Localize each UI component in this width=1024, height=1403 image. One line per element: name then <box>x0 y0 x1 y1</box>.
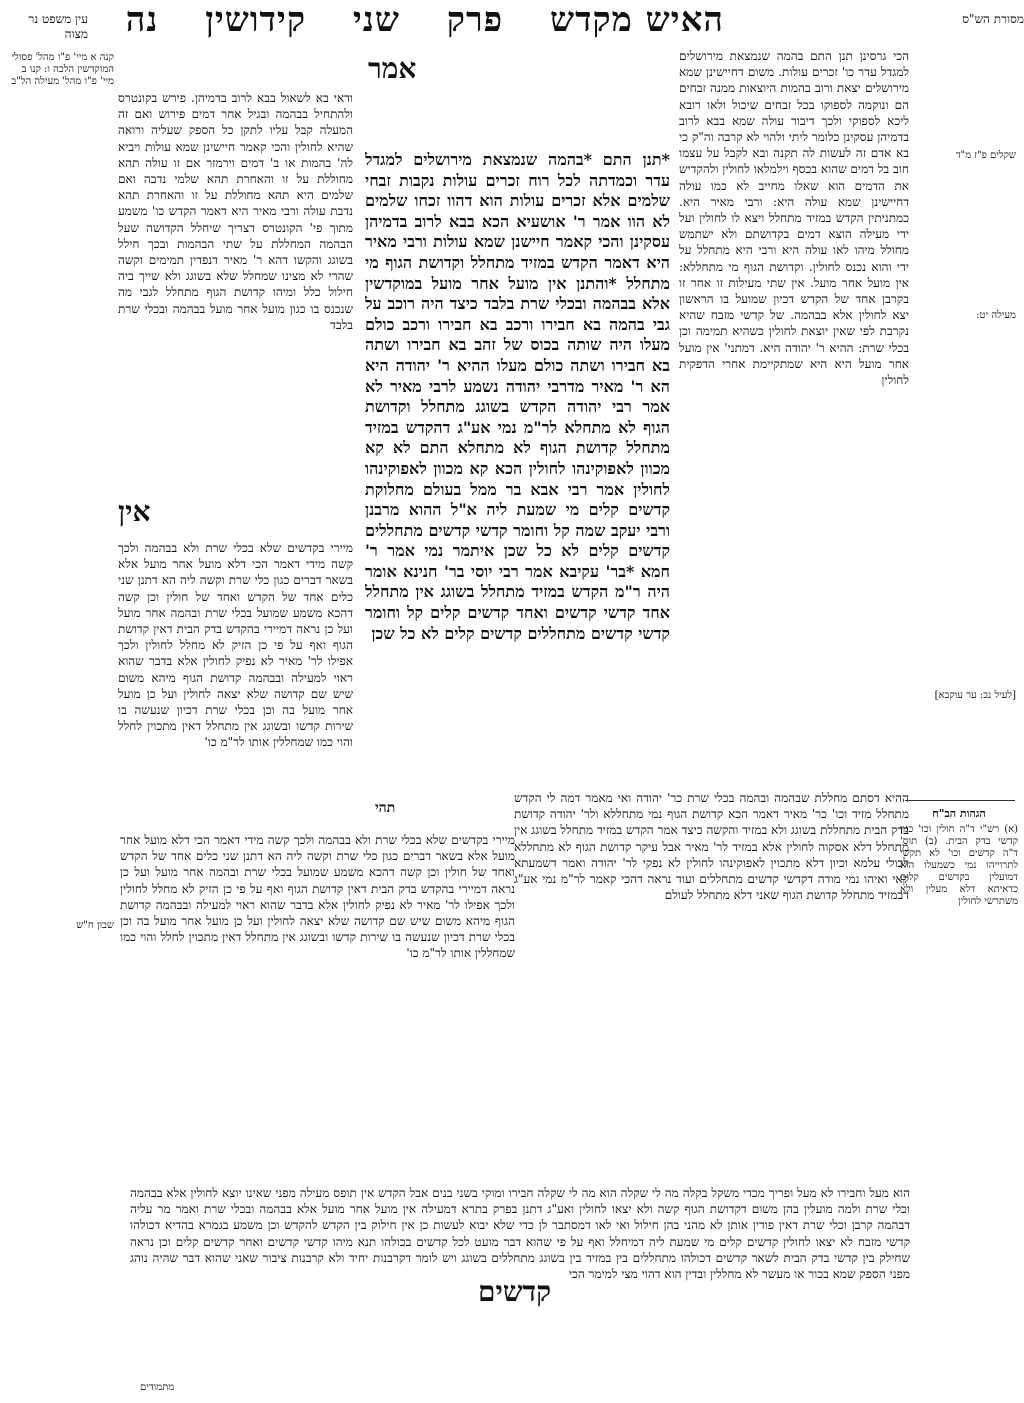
margin-note-right-1: שקלים פ"ז מ"ד <box>955 150 1016 161</box>
page-header <box>0 0 1024 44</box>
tosafot-commentary-lower: מיירי בקדשים שלא בכלי שרת ולא בבהמה ולכך קשה מידי דאמר הכי דלא מועל אחר מועל אלא בשאר דברים כגון כלי שרת וקשה ליה הא דתנן שני כלים אחד של הקדש ואחד של חולין וכן קשה דהכא משמע שמועל בכלי שרת ובהמה אחר מועל ועל כן נראה דמיירי בהקדש בדק הבית דאין קדושת הגוף ואף על פי כן הזיק לא מחלל לחולין ולכך אפילו לר' מאיר לא נפיק לחולין אלא בדבר שהוא ראוי למעילה ובבהמה קדושת הגוף מיהא משום שיש שם קדושה שלא יצאה לחולין ועל כן מועל אחר מועל בה וכן בכלי שרת דכיון שנעשה בו שירות קדשו ובשוגג אין מתחלל דאין מתכוין לחלל והוי כמו שמחללין אותו לר"מ כו' <box>118 541 353 750</box>
margin-note-right-3: [לעיל נב: ער עוקבא] <box>934 690 1016 701</box>
header-margin-right: מסורת הש"ס <box>962 12 1024 26</box>
hagahot-divider <box>905 800 1015 801</box>
footer-catchword: מתמודים <box>140 1382 175 1393</box>
rashi-commentary: הכי גרסינן תנן התם בהמה שנמצאת מירושלים למגדל עדר כו' זכרים עולות. משום דחיישינן שמא מירושלים יצאת ורוב בהמות היוצאות ממנה זבחים הם ונוקמה לספוקו בכל זבחים שיכול ולאו רובא ליכא לספוקי ולכך דיבור עולה שמא בבא לרוב בדמיהן עסקינן כלומר ליתי ולהוי לא קרבה וה"ק כי בא אדם זה לעשות לה תקנה ובא לקבל על עצמו חוב בל דמים שהוא בכסף וילמלאו לחולין ולהקדיש את הדמים הוא שאלו מחייב לא כמו עולה דחיישינן שמא עולה היא: ורבי מאיר היא. כמתניתין הקדש במזיד מתחלל ויצא לו לחולין ועל ידי מעילה הוצא דמים בקדושתם ולא ישתמש מחולל מיהו לאו עולה היא ורבי היא מתחלל על ידי והוא נכנס לחולין. וקדושת הגוף מי מתחללא: אין מועל אחר מועל. אין שתי מעילות זו אחר זו בקרבן אחד של הקדש דכיון שמועל בו הראשון יצא לחולין אלא בבהמה. של קדשי מזבח שהיא נקרבת לפי שאין יוצאת לחולין כשהיא תמימה וכן בכלי שרת: ההיא ר' יהודה היא. דמתני' אין מועל אחר מועל היא היא שמתקיימת אחרי הדפקית לחולין <box>679 49 909 388</box>
tosafot-start-word-2: אין <box>118 495 151 528</box>
tosafot-bottom-section: מיירי בקדשים שלא בכלי שרת ולא בבהמה ולכך קשה מידי דאמר הכי דלא מועל אחר מועל אלא בשאר דברים כגון כלי שרת וקשה ליה הא דתנן שני כלים אחד של הקדש ואחד של חולין וכן קשה דהכא משמע שמועל בכלי שרת ובהמה אחר מועל ועל כן נראה דמיירי בהקדש בדק הבית דאין קדושת הגוף ואף על פי כן הזיק לא מחלל לחולין ולכך אפילו לר' מאיר לא נפיק לחולין אלא בדבר שהוא ראוי למעילה ובבהמה קדושת הגוף מיהא משום שיש שם קדושה שלא יצאה לחולין ועל כן מועל אחר מועל בה וכן בכלי שרת דכיון שנעשה בו שירות קדשו ובשוגג אין מתחלל דאין מתכוין לחלל והוי כמו שמחללין אותו לר"מ כו' <box>120 833 515 961</box>
rashi-commentary-lower: ההיא דסתם מחללת שבהמה ובהמה בכלי שרת כר' יהודה ואי מאמר דמה לי הקדש מתחלל מזיד וכו' כר' מאיר דאמר הכא קדושת הגוף נמי מתחללא ולר' יהודה קדושת בדק הבית מתחללת בשוגג ולא במזיד והקשה כיצד אמר הקדש במזיד מתחלל בשוגג אין מתחלל דלא אסקוה לחולין אלא במזיד לר' מאיר אבל עיקר קדושת הגוף לא מתחללא לכולי עלמא וכיון דלא מתכוין לאפוקינהו לחולין לא נפקי לר' יהודה ואמר דשמעתא קאי ואיהו נמי מודה דקדשי קדשים מתחללים ועוד נראה דהכי קאמר לר"מ נמי אע"ג דבמזיד מתחלל קדושת הגוף שאני דלא מתחלל לעולם <box>514 791 909 903</box>
gemara-text: *תנן התם *בהמה שנמצאת מירושלים למגדל עדר וכמדתה לכל רוח זכרים עולות נקבות זבחי שלמים אלא זכרים עולות הוא דהוו זכחו שלמים לא הוו אמר ר' אושעיא הכא בבא לרוב בדמיהן עסקינן והכי קאמר חיישנן שמא עולות ורבי מאיר היא דאמר הקדש במזיד מתחלל וקדושת הגוף מי מתחלל *והתנן אין מועל אחר מועל במוקדשין אלא בבהמה ובכלי שרת בלבד כיצד היה רוכב על גבי בהמה בא חבירו ורכב בא חבירו ורכב כולם מעלו היה שותה בכוס של זהב בא חבירו ושתה בא חבירו ושתה כולם מעלו ההיא ר' יהודה היא הא ר' מאיר מדרבי יהודה נשמע לרבי מאיר לא אמר רבי יהודה הקדש בשוגג מתחלל וקדושת הגוף לא מתחלא לר"מ נמי אע"ג דהקדש במזיד מתחלל קדושת הגוף לא מתחלא התם לא קא מכוון לאפוקינהו לחולין הכא קא מכוון לאפוקינהו לחולין אמר רבי אבא בר ממל בעולם מחלוקת קדשים קלים מי שמעת ליה א"ל ההוא מרבנן ורבי יעקב שמה קל וחומר קדשי קדשים מתחללים קדשים קלים לא כל שכן איתמר נמי אמר ר' חמא *בר' עקיבא אמר רבי יוסי בר' חנינא אומר היה ר"מ הקדש במזיד מתחלל בשוגג אין מתחלל אחד קדשי קדשים ואחד קדשים קלים קל וחומר קדשי קדשים מתחללים קדשים קלים לא כל שכן <box>365 150 670 643</box>
margin-note-left-2: שבון ח"ש <box>76 920 114 931</box>
header-margin-left: עין משפט נר מצוה <box>28 12 88 41</box>
page-number: נה <box>125 0 159 40</box>
title-word-1: האיש מקדש <box>550 0 724 40</box>
hagahot-habach <box>900 808 1018 908</box>
bottom-start-word: קדשים <box>478 1275 552 1308</box>
gemara-end-word: תהי <box>375 800 396 816</box>
tosafot-commentary: ודאי בא לשאול בבא לרוב בדמיהן. פירש בקונטרס ולהתחיל בבהמה ובגיל אחר דמים פירוש ואם זה המעלה קבל עליו לתקן כל הספק שעליה ורואה שהיא לחולין והכי קאמר חיישינן שמא עולות ויביא לה' בהמות או ב' דמים וירמזר אם זו עולה תהא מחוללת על זו והאחרת תהא שלמי נדבה ואם שלמים היא תהא מחוללת על זו והאחרת תהא נדבת עולה ורבי מאיר היא דאמר הקדש כו' משמע מתוך פי' הקונטרס דצריך שיחלל הקדושה שעל הבהמה המחללת על שתי הבהמות ובכך חילל בשוגג והקשו דהא ר' מאיר דנפדין תמימים וקשה שהרי לא מצינו שמחלל שלא בשוגג ולא שייך ביה חילול כלל ומיהו קדושת הגוף מתחלל לגבי מה שנכנס בו כגון מועל אחר מועל בבהמה ובכלי שרת בלבד <box>118 91 353 332</box>
margin-note-right-2: מעילה יט: <box>976 310 1016 321</box>
title-word-4: קידושין <box>205 0 307 40</box>
bottom-commentary: הוא מעל וחבירו לא מעל ופריך מכדי משקל בקלה מה לי שקלה הוא מה לי שקלה חבירו ומוקי בשני בנים אבל הקדש אין תופס מעילה מפני שאינו יוצא לחולין אלא בבהמה וכלי שרת ולמה מועלין בהן משום דקדושת הגוף קשה ולא יצאו לחולין ואע"ג דתנן בפרק בתרא דמעילה אין מועל אחר מועל אלא בבהמה ובכלי שרת ואמר מר עליה דבהמה קרבן וכלי שרת דאין פודין אותן לא מהני בהן חילול ואי לאו דמסתבר לן כדי שלא יבוא לעשות כן אין חילוק בין הקדש להקדש וכן משמע בגמרא בהדיא דכולהו קדשי מזבח לא יצאו לחולין קדשים קלים מי שמעת ליה דמיחלל ואף על פי שהוא דבר מועט לכל קדשים בכולהו תנא מיהו קדשי קדשים ואחר קדשים קלים וכן נראה שחילק בין קדשי בדק הבית לשאר קדשים דכולהו מתחללים בין במזיד בין בשוגג מתחללים בשוגג ויש לומר דקרבנות יחיד ולא קרבנות ציבור שאני שהוא דבר שהיה נוהג מפני הספק שמא בכור או מעשר לא מחללין ובדין הוא דהוי מצי למימר הכי <box>130 1186 910 1282</box>
tosafot-start-word: אמר <box>368 52 417 85</box>
page-title <box>126 0 724 40</box>
title-word-2: פרק <box>446 0 504 40</box>
hagahot-text: (א) רש"י ד"ה חולין וכו' כגון קדשי בדק הבית. (ב) תוס' ד"ה קדשים וכו' לא תקשי לתרוייהו נמי כשמעלו הוא דמועלין בקדשים קלים כדאיתא דלא מעלין ולא משתרשי לחולין <box>900 824 1018 907</box>
margin-note-left-1: קנה א מיי' פ"ו מהל' פסולי המוקדשין הלכה ו: קנו ב מיי' פ"ו מהל' מעילה הל"ב <box>11 52 114 87</box>
title-word-3: שני <box>352 0 400 40</box>
hagahot-title: הגהות הב"ח <box>932 807 986 820</box>
